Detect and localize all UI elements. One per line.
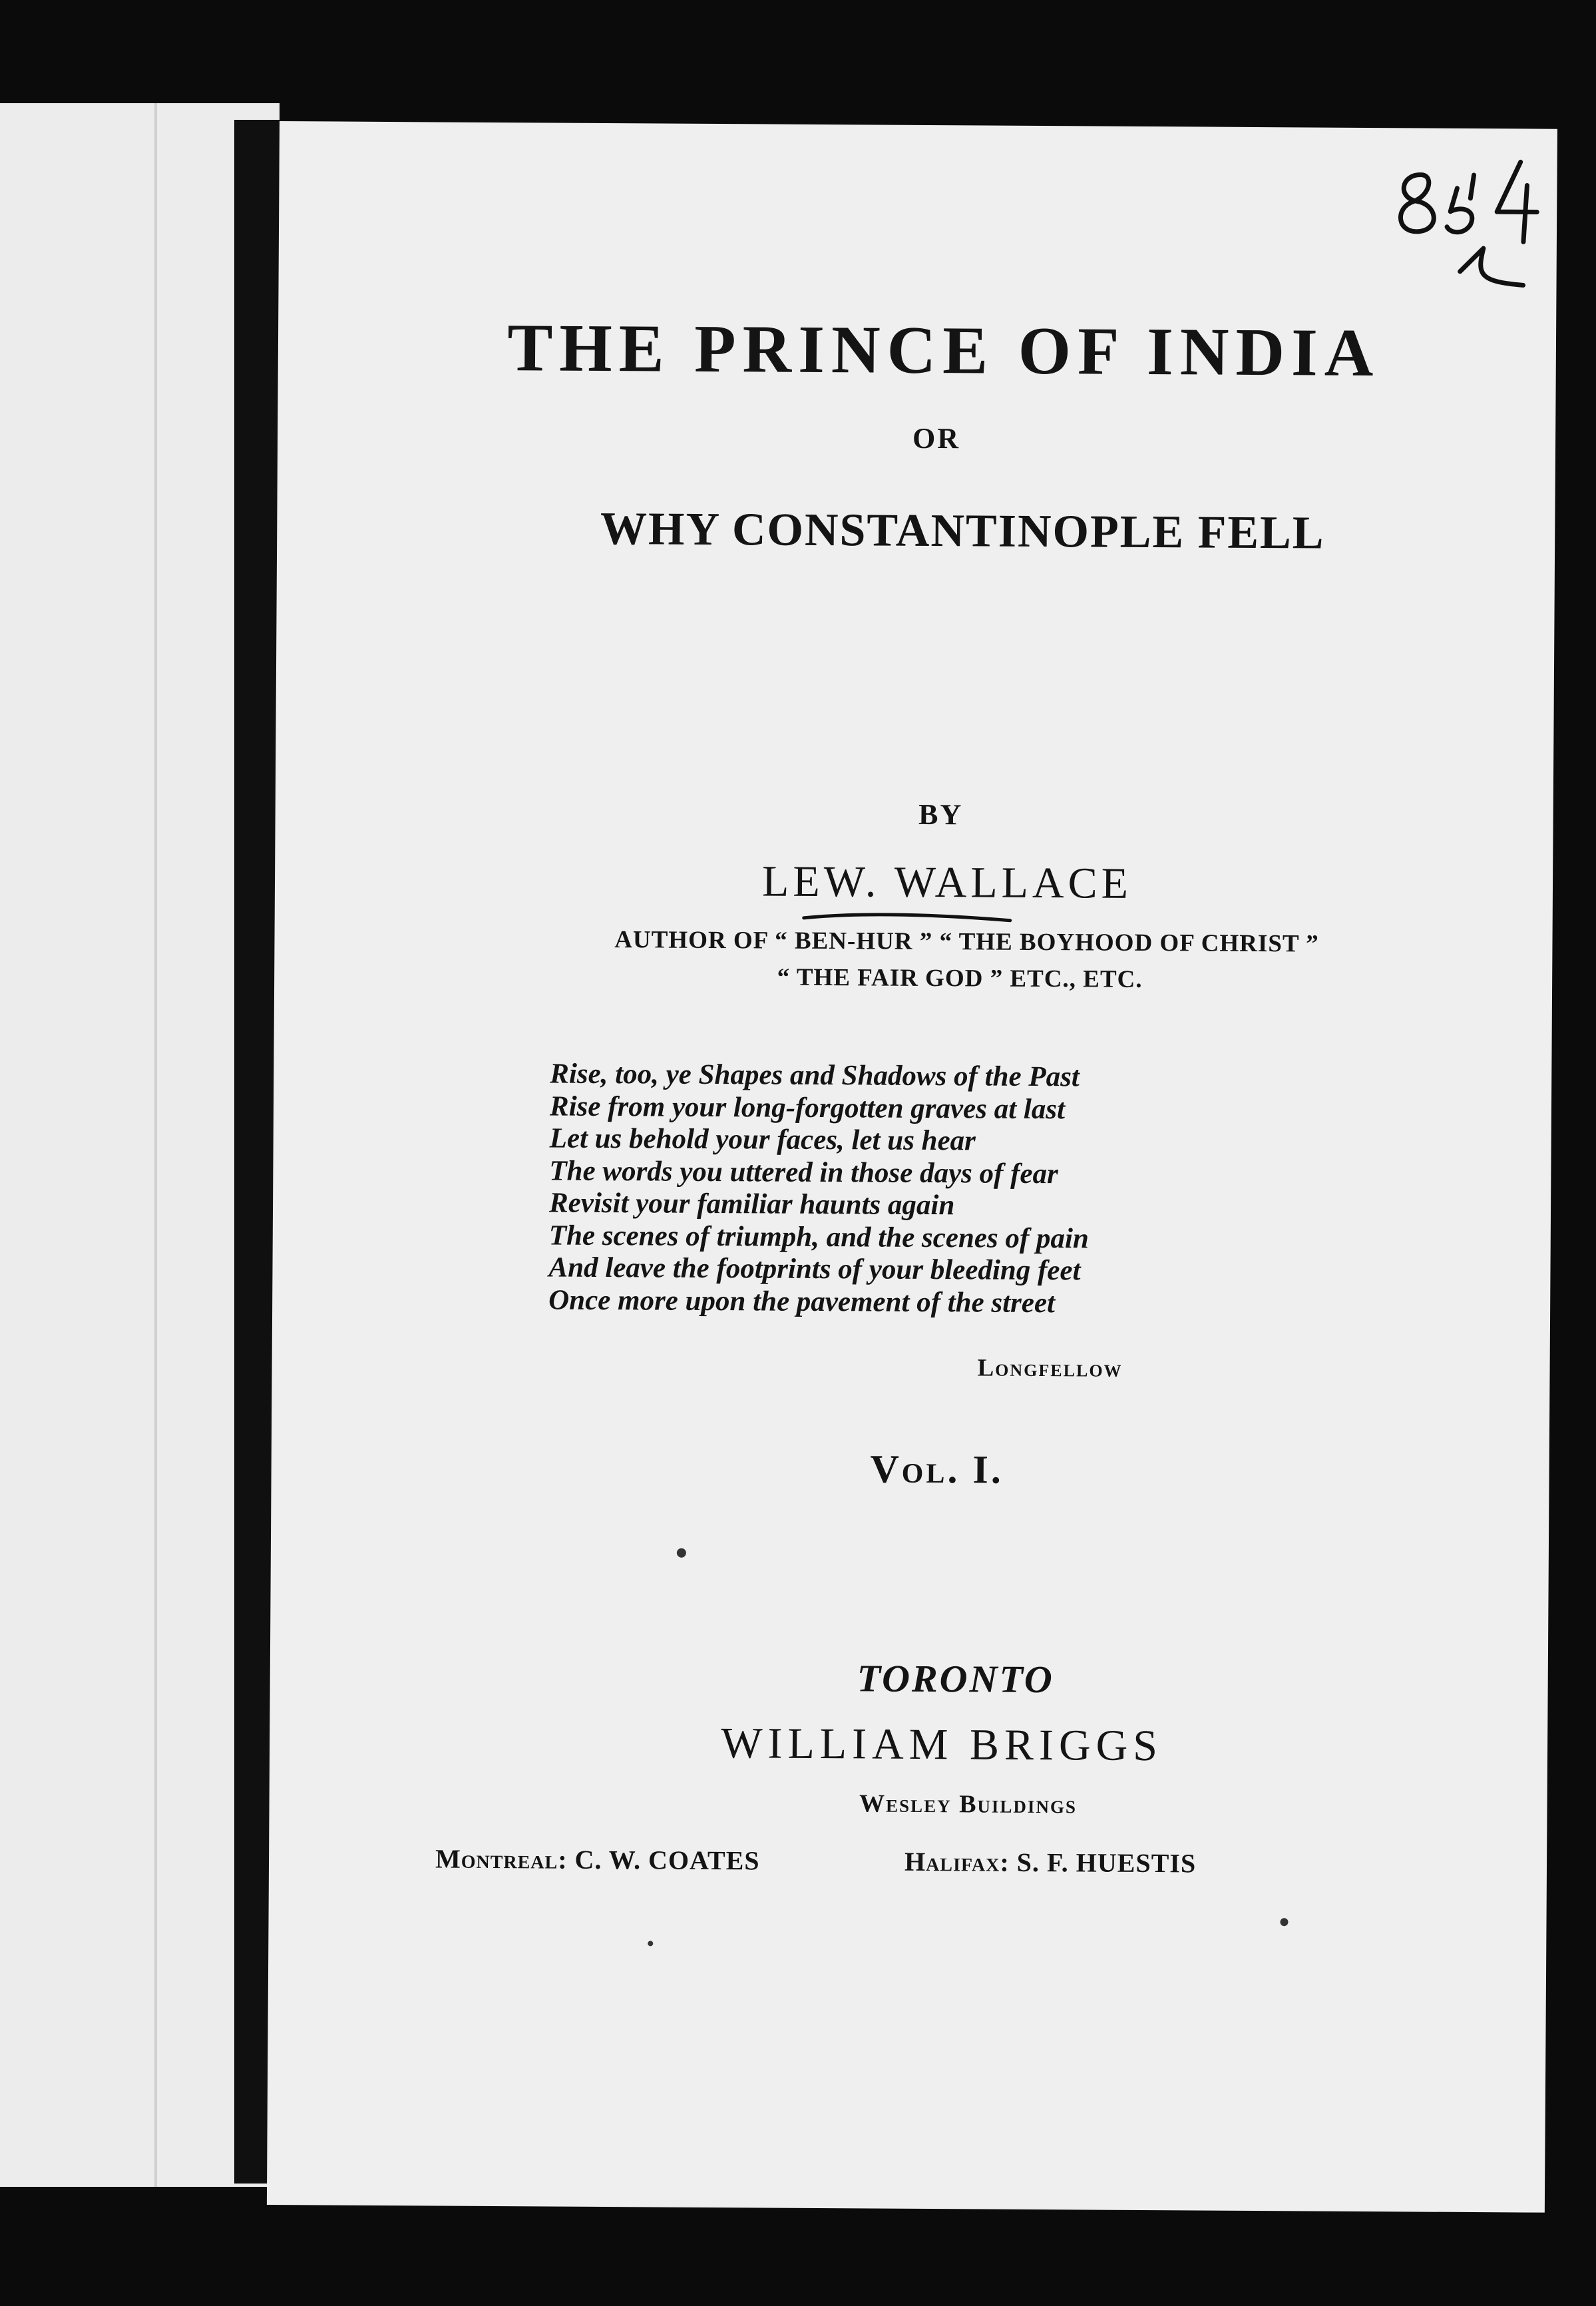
author-credits-line-2: “ THE FAIR GOD ” ETC., ETC. bbox=[777, 963, 1143, 993]
title-page bbox=[267, 121, 1557, 2213]
epigraph-line: The words you uttered in those days of fear bbox=[549, 1155, 1058, 1190]
paper-speck bbox=[1280, 1918, 1288, 1926]
paper-speck bbox=[648, 1941, 653, 1946]
epigraph-line: Let us behold your faces, let us hear bbox=[549, 1122, 976, 1157]
volume-number: Vol. I. bbox=[870, 1447, 1004, 1492]
epigraph-line: Once more upon the pavement of the street bbox=[548, 1284, 1056, 1319]
branch-halifax: Halifax: S. F. HUESTIS bbox=[904, 1846, 1197, 1879]
by-label: BY bbox=[918, 798, 964, 831]
epigraph-line: Rise, too, ye Shapes and Shadows of the Past bbox=[550, 1058, 1080, 1093]
facing-page-fold bbox=[154, 103, 157, 2187]
publisher-city: TORONTO bbox=[857, 1656, 1054, 1702]
title-conjunction: OR bbox=[912, 421, 961, 455]
epigraph bbox=[548, 1058, 1229, 1321]
epigraph-line: Revisit your familiar haunts again bbox=[548, 1187, 955, 1222]
author-name: LEW. WALLACE bbox=[761, 857, 1133, 908]
publisher-address: Wesley Buildings bbox=[859, 1789, 1078, 1819]
handwritten-shelfmark bbox=[1383, 148, 1551, 322]
branch-montreal: Montreal: C. W. COATES bbox=[435, 1843, 760, 1876]
publisher-name: WILLIAM BRIGGS bbox=[720, 1719, 1163, 1771]
book-subtitle: WHY CONSTANTINOPLE FELL bbox=[600, 503, 1325, 559]
epigraph-attribution: Longfellow bbox=[977, 1354, 1123, 1383]
pencil-underline-mark bbox=[801, 910, 1014, 925]
author-credits-line-1: AUTHOR OF “ BEN-HUR ” “ THE BOYHOOD OF CHRIST ” bbox=[614, 926, 1319, 958]
epigraph-line: And leave the footprints of your bleeding feet bbox=[548, 1252, 1081, 1287]
book-title: THE PRINCE OF INDIA bbox=[507, 310, 1380, 391]
epigraph-line: Rise from your long-forgotten graves at last bbox=[549, 1090, 1066, 1125]
epigraph-line: The scenes of triumph, and the scenes of pain bbox=[548, 1220, 1089, 1254]
paper-speck bbox=[677, 1548, 686, 1558]
